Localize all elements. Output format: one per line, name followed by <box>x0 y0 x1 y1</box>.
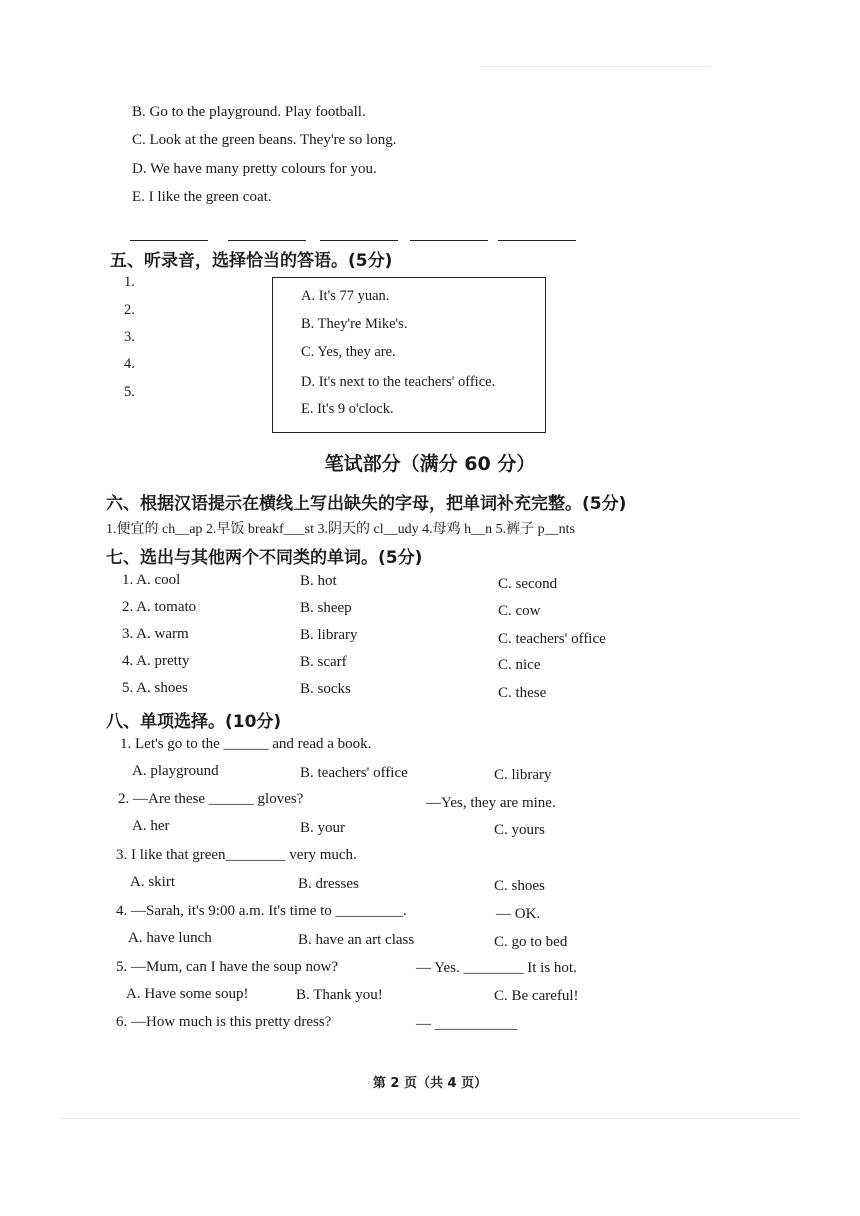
section5-number-1: 1. <box>124 274 135 290</box>
section7-q2-a: 2. A. tomato <box>122 599 197 615</box>
box-option-d: D. It's next to the teachers' office. <box>301 374 496 390</box>
section8-q4-a: A. have lunch <box>128 930 212 946</box>
section7-q3-c: C. teachers' office <box>498 631 606 647</box>
section8-q5-reply: — Yes. ________ It is hot. <box>416 960 577 976</box>
section8-q1-b: B. teachers' office <box>300 765 408 781</box>
scan-artifact-top <box>480 66 710 67</box>
section6-items: 1.便宜的 ch__ap 2.早饭 breakf___st 3.阴天的 cl__udy 4.母鸡 h__n 5.裤子 p__nts <box>106 522 575 537</box>
section8-q2-a: A. her <box>132 818 170 834</box>
section8-q4-b: B. have an art class <box>298 932 415 948</box>
section8-q6-reply: — ___________ <box>416 1016 518 1032</box>
section7-q1-a: 1. A. cool <box>122 572 181 588</box>
section8-q3-stem: 3. I like that green________ very much. <box>116 847 357 863</box>
section5-heading: 五、听录音，选择恰当的答语。(5分) <box>110 251 393 271</box>
section4-option-e: E. I like the green coat. <box>132 189 272 205</box>
answer-blank-4[interactable] <box>410 240 488 241</box>
section8-q4-reply: — OK. <box>496 906 541 922</box>
answer-options-box <box>272 277 546 433</box>
section8-q4-c: C. go to bed <box>494 934 568 950</box>
answer-blank-5[interactable] <box>498 240 576 241</box>
section7-q1-b: B. hot <box>300 573 337 589</box>
section8-q6-stem: 6. —How much is this pretty dress? <box>116 1014 332 1030</box>
section8-q1-stem: 1. Let's go to the ______ and read a book. <box>120 736 372 752</box>
section7-q4-b: B. scarf <box>300 654 347 670</box>
section6-heading: 六、根据汉语提示在横线上写出缺失的字母，把单词补充完整。(5分) <box>106 494 627 514</box>
section4-option-c: C. Look at the green beans. They're so long. <box>132 132 397 148</box>
section8-q2-reply: —Yes, they are mine. <box>426 795 556 811</box>
section7-q4-c: C. nice <box>498 657 541 673</box>
section4-option-b: B. Go to the playground. Play football. <box>132 104 366 120</box>
box-option-e: E. It's 9 o'clock. <box>301 401 394 417</box>
box-option-a: A. It's 77 yuan. <box>301 288 390 304</box>
section8-q1-a: A. playground <box>132 763 219 779</box>
section5-number-2: 2. <box>124 302 135 318</box>
section8-q5-stem: 5. —Mum, can I have the soup now? <box>116 959 339 975</box>
section7-heading: 七、选出与其他两个不同类的单词。(5分) <box>106 548 423 568</box>
section8-heading: 八、单项选择。(10分) <box>106 712 282 732</box>
section8-q1-c: C. library <box>494 767 552 783</box>
written-part-title: 笔试部分（满分 60 分） <box>324 453 536 475</box>
section8-q3-b: B. dresses <box>298 876 359 892</box>
section7-q5-a: 5. A. shoes <box>122 680 188 696</box>
section7-q5-c: C. these <box>498 685 547 701</box>
box-option-c: C. Yes, they are. <box>301 344 396 360</box>
section7-q3-a: 3. A. warm <box>122 626 189 642</box>
section8-q2-b: B. your <box>300 820 345 836</box>
section5-number-3: 3. <box>124 329 135 345</box>
section8-q5-b: B. Thank you! <box>296 987 383 1003</box>
section8-q5-c: C. Be careful! <box>494 988 579 1004</box>
answer-blank-2[interactable] <box>228 240 306 241</box>
section7-q2-c: C. cow <box>498 603 541 619</box>
section8-q5-a: A. Have some soup! <box>126 986 249 1002</box>
section8-q3-a: A. skirt <box>130 874 175 890</box>
answer-blank-1[interactable] <box>130 240 208 241</box>
section5-number-4: 4. <box>124 356 135 372</box>
section7-q5-b: B. socks <box>300 681 351 697</box>
answer-blank-3[interactable] <box>320 240 398 241</box>
page-footer: 第 2 页（共 4 页） <box>372 1076 488 1091</box>
section7-q2-b: B. sheep <box>300 600 352 616</box>
scan-artifact-bottom <box>60 1118 800 1119</box>
section4-option-d: D. We have many pretty colours for you. <box>132 161 377 177</box>
box-option-b: B. They're Mike's. <box>301 316 408 332</box>
section8-q2-stem: 2. —Are these ______ gloves? <box>118 791 304 807</box>
section7-q3-b: B. library <box>300 627 358 643</box>
section7-q4-a: 4. A. pretty <box>122 653 190 669</box>
section8-q2-c: C. yours <box>494 822 545 838</box>
section8-q3-c: C. shoes <box>494 878 545 894</box>
section5-number-5: 5. <box>124 384 135 400</box>
section8-q4-stem: 4. —Sarah, it's 9:00 a.m. It's time to _________. <box>116 903 407 919</box>
section7-q1-c: C. second <box>498 576 558 592</box>
